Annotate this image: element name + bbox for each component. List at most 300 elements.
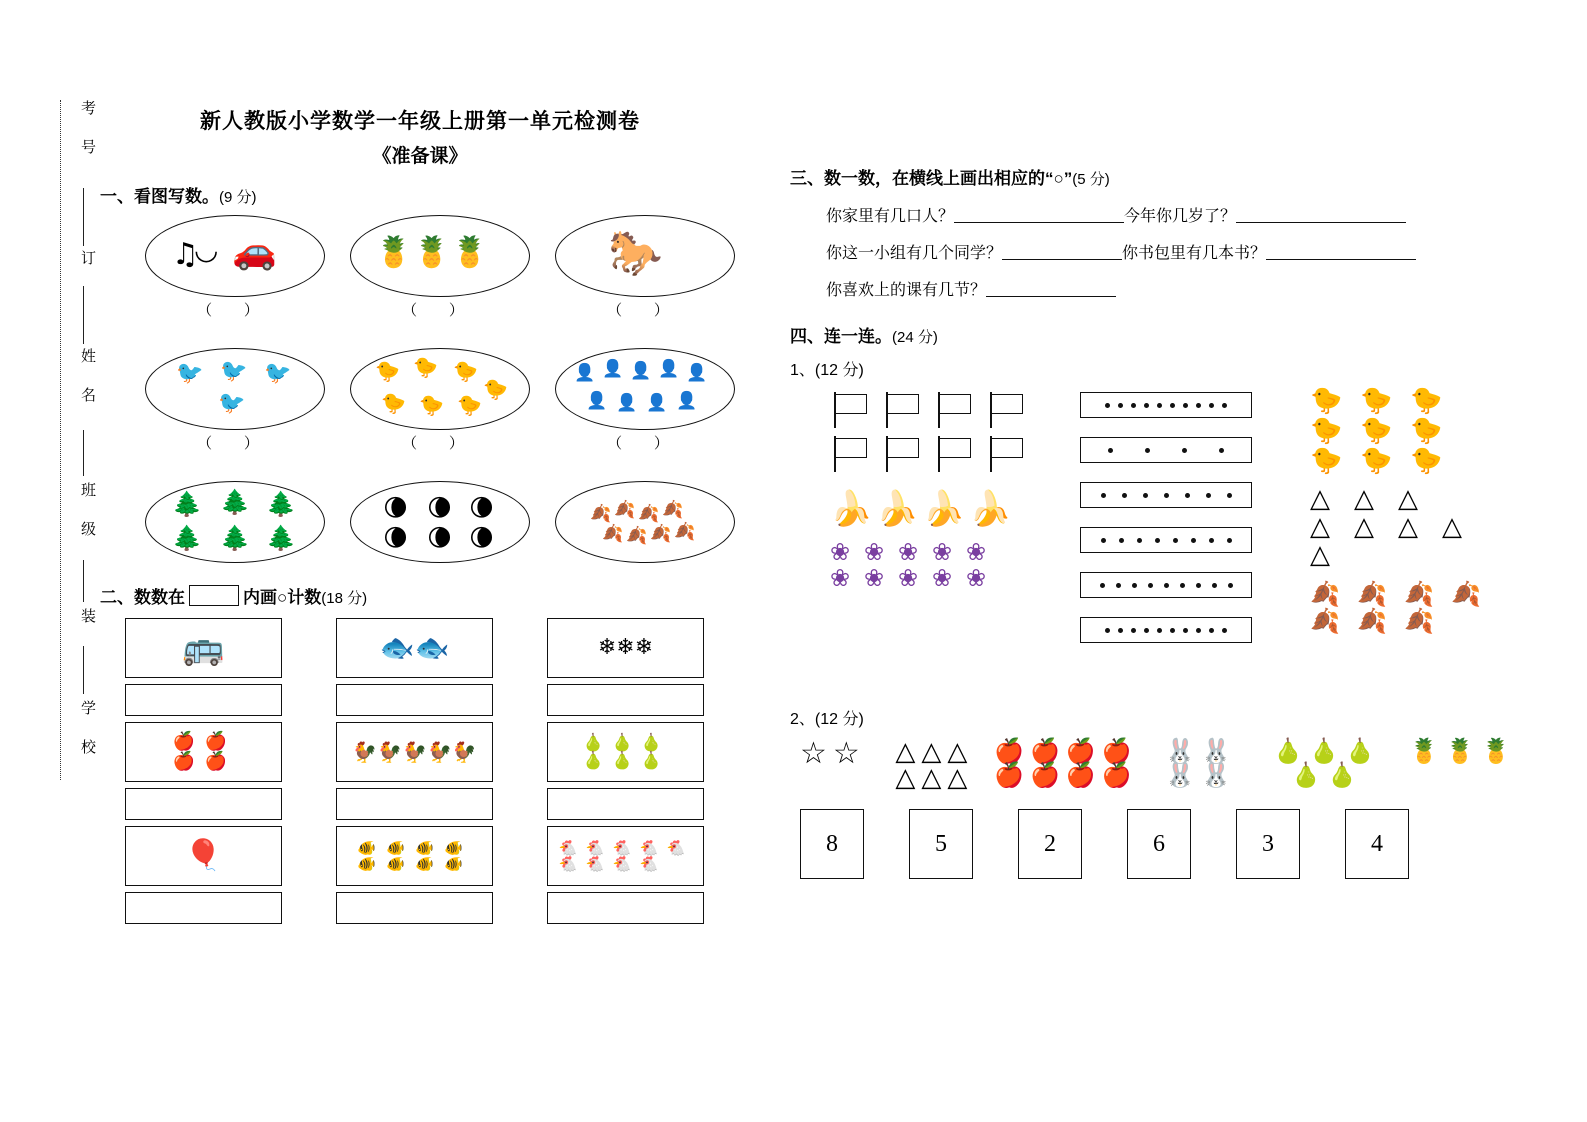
triangle-icon: △ [921, 763, 942, 793]
match1-right-column [1310, 388, 1495, 633]
answer-blank[interactable] [1266, 243, 1416, 260]
triangle-icon: △ [1354, 512, 1374, 542]
section-1-title: 一、看图写数。 [100, 187, 219, 206]
apple-icon: 🍎 [1101, 737, 1132, 765]
triangle-icon: △ [895, 737, 916, 767]
picture-box [125, 722, 282, 782]
chicken-icon: 🐓 [426, 740, 452, 764]
number-box[interactable]: 6 [1127, 809, 1191, 879]
section-4-heading [790, 322, 1510, 347]
dot [1145, 448, 1150, 453]
apple-group[interactable] [994, 737, 1132, 791]
section-3-points: (5 分) [1072, 171, 1110, 188]
flag-icon [986, 434, 1028, 474]
flag-icon [934, 434, 976, 474]
binding-rule-5 [83, 646, 84, 694]
picture-box [336, 618, 493, 678]
pear-group[interactable] [1273, 739, 1375, 791]
flower-icon: ❀ [966, 564, 987, 592]
flower-icon: ❄ [634, 635, 654, 660]
duckling-icon: 🐤 [419, 393, 444, 417]
count-row [125, 722, 740, 820]
count-row [125, 826, 740, 924]
dot [1183, 628, 1188, 633]
number-box[interactable]: 8 [800, 809, 864, 879]
triangle-group[interactable] [1310, 486, 1495, 568]
bus-icon: 🚌 [182, 628, 225, 668]
person-icon: 👤 [574, 363, 596, 383]
dot-bar-7[interactable] [1080, 482, 1252, 508]
banana-icon: 🍌 [830, 489, 873, 529]
star-group[interactable] [800, 736, 860, 791]
pear-icon: 🍐 [582, 750, 604, 771]
count-item-chickens [336, 722, 491, 820]
dot [1182, 448, 1187, 453]
count-item-ducks [547, 826, 702, 924]
section-2-grid [125, 618, 740, 924]
object-row [994, 761, 1132, 789]
answer-box[interactable] [547, 684, 704, 716]
picture-cell-toys [140, 215, 330, 320]
leaf-icon: 🍂 [1404, 580, 1434, 608]
flower-group[interactable] [830, 540, 1032, 590]
fish-icon: 🐠 [386, 838, 405, 857]
binding-rule-4 [83, 560, 84, 602]
answer-box[interactable] [336, 892, 493, 924]
duckling-icon: 🐤 [457, 393, 482, 417]
section-1-heading [100, 182, 740, 207]
pear-icon: 🍐 [611, 750, 633, 771]
leaf-group[interactable] [1310, 582, 1495, 633]
dot [1143, 493, 1148, 498]
count-item-flowers [547, 618, 702, 716]
triangle-group[interactable] [895, 739, 968, 791]
dot [1157, 628, 1162, 633]
fish-icon: 🐠 [415, 838, 434, 857]
moon-icon: 🌘 [469, 494, 495, 522]
section-3-heading [790, 164, 1510, 189]
triangle-icon: △ [921, 737, 942, 767]
toy-spiral-icon: ◡ [194, 233, 219, 266]
ellipse-frame [350, 348, 530, 430]
dot [1170, 403, 1175, 408]
rabbit-icon: 🐰 [1201, 761, 1232, 789]
beet-icon: 🍍 [1480, 737, 1511, 765]
star-icon: ☆ [832, 736, 860, 771]
flag-icon [882, 390, 924, 430]
binding-label-school: 学 校 [79, 700, 95, 758]
fish-icon: 🐠 [444, 854, 463, 873]
triangle-icon: △ [1398, 484, 1418, 514]
dot [1222, 403, 1227, 408]
triangle-icon: △ [1310, 512, 1330, 542]
picture-cell-trees [140, 481, 330, 565]
dot [1157, 403, 1162, 408]
rabbit-group[interactable] [1158, 739, 1238, 791]
seed-icon: 🍂 [662, 500, 684, 520]
part-number: 1、 [790, 362, 815, 379]
answer-parenthesis[interactable]: （ ） [402, 303, 478, 319]
picture-cell-ducklings [345, 348, 535, 453]
dot [1155, 538, 1160, 543]
triangle-icon: △ [947, 763, 968, 793]
count-item-pears [547, 722, 702, 820]
dot [1196, 403, 1201, 408]
section-4-title: 四、连一连。 [790, 327, 892, 346]
answer-box[interactable] [547, 788, 704, 820]
apple-icon: 🍎 [994, 737, 1025, 765]
answer-box[interactable] [125, 788, 282, 820]
section-2-points: (18 分) [321, 590, 368, 607]
answer-parenthesis[interactable]: （ ） [402, 436, 478, 452]
flower-icon: ❀ [932, 538, 953, 566]
question-line-3 [826, 277, 1510, 300]
answer-parenthesis[interactable]: （ ） [197, 303, 273, 319]
duckling-icon: 🐤 [483, 377, 508, 401]
answer-box[interactable] [547, 892, 704, 924]
dot [1209, 628, 1214, 633]
triangle-icon: △ [895, 763, 916, 793]
inline-answer-box[interactable] [189, 585, 239, 606]
pear-icon: 🍐 [611, 732, 633, 753]
flower-icon: ❀ [864, 564, 885, 592]
binding-label-name: 姓 名 [79, 348, 95, 406]
question-text: 你书包里有几本书？ [1122, 245, 1267, 262]
flag-icon [830, 390, 872, 430]
matching-exercise-2 [790, 736, 1511, 979]
person-icon: 👤 [658, 359, 680, 379]
triangle-icon: △ [1310, 540, 1330, 570]
flag-icon [986, 390, 1028, 430]
triangle-icon: △ [1354, 484, 1374, 514]
picture-box [336, 826, 493, 886]
chick-group[interactable] [1310, 388, 1495, 474]
flower-icon: ❄ [597, 635, 617, 660]
answer-box[interactable] [125, 684, 282, 716]
balloons-icon: 🎈 [184, 838, 223, 873]
star-icon: ☆ [800, 736, 827, 771]
leaf-icon: 🍂 [1451, 580, 1481, 608]
tree-icon: 🌲 [220, 524, 250, 552]
bird-icon: 🐦 [220, 359, 248, 384]
duck-icon: 🐔 [558, 838, 578, 857]
fish-icon: 🐠 [386, 854, 405, 873]
binding-label-staple-1: 订 [79, 250, 95, 269]
answer-box[interactable] [336, 788, 493, 820]
binding-rule-2 [83, 286, 84, 344]
tree-icon: 🌲 [172, 490, 202, 518]
apple-icon: 🍎 [1101, 761, 1132, 789]
chick-icon: 🐤 [1410, 416, 1443, 446]
answer-blank[interactable] [986, 280, 1116, 297]
apple-icon: 🍎 [994, 761, 1025, 789]
chick-icon: 🐤 [1410, 386, 1443, 416]
duck-icon: 🐔 [612, 838, 632, 857]
dot [1191, 538, 1196, 543]
question-text: 你家里有几口人？ [826, 208, 955, 225]
section-1-points: (9 分) [219, 189, 257, 206]
section-4-points: (24 分) [892, 329, 938, 346]
triangle-icon: △ [1398, 512, 1418, 542]
chick-icon: 🐤 [1310, 446, 1343, 476]
flower-icon: ❄ [616, 635, 635, 660]
answer-parenthesis[interactable]: （ ） [607, 436, 683, 452]
object-row [895, 739, 968, 765]
section-2-title-post: 内画○计数 [243, 588, 322, 607]
binding-label-staple-2: 装 [79, 608, 95, 627]
apple-icon: 🍎 [204, 751, 227, 772]
dot [1164, 493, 1169, 498]
donkey-icon: 🐎 [608, 228, 663, 279]
object-row [1410, 739, 1510, 763]
banana-group[interactable] [830, 489, 1032, 529]
duckling-icon: 🐤 [453, 359, 478, 383]
chicken-icon: 🐓 [352, 740, 378, 764]
answer-blank[interactable] [954, 206, 1124, 223]
pear-icon: 🍐 [640, 732, 662, 753]
picture-box [547, 722, 704, 782]
answer-parenthesis[interactable]: （ ） [197, 436, 273, 452]
leaf-icon: 🍂 [1310, 607, 1340, 635]
flag-icon [830, 434, 872, 474]
fish-icon: 🐠 [444, 838, 463, 857]
count-row [125, 618, 740, 716]
chicken-icon: 🐓 [451, 740, 477, 764]
seed-icon: 🍂 [614, 500, 636, 520]
toy-trumpet-icon: ♫ [172, 237, 199, 272]
dot [1227, 538, 1232, 543]
section-4-part-2-label [790, 706, 1510, 729]
moon-icon: 🌘 [427, 524, 453, 552]
rabbit-icon: 🐰 [1165, 761, 1196, 789]
dot [1119, 538, 1124, 543]
beet-icon: 🍍 [1445, 737, 1475, 765]
flower-icon: ❀ [898, 538, 919, 566]
triangle-icon: △ [947, 737, 968, 767]
dot [1132, 583, 1137, 588]
object-row [800, 736, 860, 771]
leaf-icon: 🍂 [1404, 607, 1434, 635]
apple-icon: 🍎 [204, 731, 227, 752]
duck-icon: 🐔 [612, 854, 632, 873]
number-box[interactable]: 5 [909, 809, 973, 879]
ellipse-frame [555, 348, 735, 430]
dot [1206, 493, 1211, 498]
binding-strip [60, 100, 97, 780]
leaf-icon: 🍂 [1310, 580, 1340, 608]
object-row [1158, 739, 1238, 763]
tree-icon: 🌲 [266, 524, 296, 552]
apple-icon: 🍎 [1030, 737, 1060, 765]
duckling-icon: 🐤 [413, 355, 438, 379]
seed-icon: 🍂 [626, 526, 648, 546]
dot [1108, 448, 1113, 453]
fish-icon: 🐟 [379, 631, 415, 664]
dot [1209, 403, 1214, 408]
dot [1100, 583, 1105, 588]
dot [1131, 403, 1136, 408]
count-item-apples [125, 722, 280, 820]
dot [1212, 583, 1217, 588]
picture-row [140, 481, 740, 565]
flower-icon: ❀ [966, 538, 987, 566]
beet-group[interactable] [1410, 739, 1510, 791]
apple-icon: 🍎 [1030, 761, 1060, 789]
dot [1131, 628, 1136, 633]
seed-icon: 🍂 [638, 504, 660, 524]
page-title: 新人教版小学数学一年级上册第一单元检测卷 [200, 109, 640, 133]
triangle-icon: △ [1310, 484, 1330, 514]
moon-icon: 🌘 [469, 524, 495, 552]
chick-icon: 🐤 [1410, 446, 1443, 476]
object-row [1273, 763, 1375, 787]
tree-icon: 🌲 [172, 524, 202, 552]
flag-icon [882, 434, 924, 474]
duckling-icon: 🐤 [375, 359, 400, 383]
pineapple-icon: 🍍 [451, 235, 489, 270]
pear-icon: 🍐 [1291, 761, 1322, 789]
picture-cell-pineapples [345, 215, 535, 320]
answer-blank[interactable] [1236, 206, 1406, 223]
picture-cell-donkey [550, 215, 740, 320]
rabbit-icon: 🐰 [1165, 737, 1196, 765]
seed-icon: 🍂 [602, 524, 624, 544]
ellipse-frame [145, 215, 325, 297]
apple-icon: 🍎 [172, 751, 195, 772]
dot [1148, 583, 1153, 588]
leaf-icon: 🍂 [1357, 580, 1387, 608]
moon-icon: 🌘 [383, 494, 409, 522]
picture-cell-birds [140, 348, 330, 453]
dot [1144, 628, 1149, 633]
pear-icon: 🍐 [1327, 761, 1358, 789]
dot [1137, 538, 1142, 543]
toy-car-icon: 🚗 [232, 231, 277, 272]
moon-icon: 🌘 [383, 524, 409, 552]
answer-parenthesis[interactable]: （ ） [607, 303, 683, 319]
section-1-picture-grid [100, 215, 740, 565]
number-box[interactable]: 4 [1345, 809, 1409, 879]
number-box[interactable]: 3 [1236, 809, 1300, 879]
chicken-icon: 🐓 [402, 740, 427, 764]
answer-box[interactable] [336, 684, 493, 716]
flag-group[interactable] [830, 390, 1032, 474]
part-points: (12 分) [814, 362, 864, 379]
dot-bar-10b[interactable] [1080, 617, 1252, 643]
number-box-row [800, 809, 1510, 879]
fish-icon: 🐠 [357, 854, 376, 873]
picture-row [140, 348, 740, 453]
picture-row [140, 215, 740, 320]
dot [1228, 583, 1233, 588]
banana-icon: 🍌 [876, 489, 919, 529]
ellipse-frame [350, 215, 530, 297]
person-icon: 👤 [676, 391, 698, 411]
dot-bar-10[interactable] [1080, 392, 1252, 418]
person-icon: 👤 [586, 391, 608, 411]
dot-bar-4[interactable] [1080, 437, 1252, 463]
person-icon: 👤 [616, 393, 638, 413]
person-icon: 👤 [686, 363, 708, 383]
picture-cell-moons [345, 481, 535, 565]
chicken-icon: 🐓 [377, 740, 403, 764]
apple-icon: 🍎 [1065, 761, 1096, 789]
dot [1164, 583, 1169, 588]
dot [1144, 403, 1149, 408]
dot [1173, 538, 1178, 543]
dot [1183, 403, 1188, 408]
dot [1222, 628, 1227, 633]
apple-icon: 🍎 [1065, 737, 1096, 765]
count-item-small-fish [336, 826, 491, 924]
duck-icon: 🐔 [585, 838, 605, 857]
object-row [1273, 739, 1375, 763]
ellipse-frame [350, 481, 530, 563]
flower-icon: ❀ [864, 538, 885, 566]
ellipse-frame [145, 348, 325, 430]
binding-label-class: 班 级 [79, 482, 95, 540]
fish-icon: 🐟 [414, 631, 450, 664]
pear-icon: 🍐 [1273, 737, 1304, 765]
banana-icon: 🍌 [969, 489, 1012, 529]
picture-cell-seeds [550, 481, 740, 565]
binding-rule-3 [83, 430, 84, 476]
dot-bar-8[interactable] [1080, 527, 1252, 553]
duck-icon: 🐔 [639, 854, 659, 873]
ellipse-frame [145, 481, 325, 563]
right-column [790, 150, 1510, 979]
flower-icon: ❀ [932, 564, 953, 592]
beet-icon: 🍍 [1409, 737, 1440, 765]
chick-icon: 🐤 [1310, 386, 1343, 416]
dot [1101, 493, 1106, 498]
binding-rule-1 [83, 188, 84, 246]
pear-icon: 🍐 [1309, 737, 1340, 765]
person-icon: 👤 [630, 361, 652, 381]
ellipse-frame [555, 481, 735, 563]
fish-icon: 🐠 [415, 854, 434, 873]
flower-icon: ❀ [830, 564, 851, 592]
number-box[interactable]: 2 [1018, 809, 1082, 879]
bird-icon: 🐦 [176, 361, 204, 386]
tree-icon: 🌲 [220, 488, 250, 516]
chick-icon: 🐤 [1310, 416, 1343, 446]
duck-icon: 🐔 [666, 838, 686, 857]
duckling-icon: 🐤 [381, 391, 406, 415]
dot-bar-9[interactable] [1080, 572, 1252, 598]
duck-icon: 🐔 [585, 854, 605, 873]
bird-icon: 🐦 [264, 361, 292, 386]
dot [1219, 448, 1224, 453]
answer-blank[interactable] [1002, 243, 1122, 260]
flag-icon [934, 390, 976, 430]
section-2-title-pre: 二、数数在 [100, 588, 185, 607]
section-2-heading [100, 583, 740, 608]
rabbit-icon: 🐰 [1201, 737, 1232, 765]
dot [1209, 538, 1214, 543]
pineapple-icon: 🍍 [413, 235, 451, 270]
dot [1185, 493, 1190, 498]
dot [1180, 583, 1185, 588]
dot [1196, 628, 1201, 633]
dot [1116, 583, 1121, 588]
pineapple-icon: 🍍 [375, 235, 413, 270]
question-text: 你喜欢上的课有几节？ [826, 282, 987, 299]
count-item-balloons [125, 826, 280, 924]
triangle-icon: △ [1442, 512, 1462, 542]
answer-box[interactable] [125, 892, 282, 924]
moon-icon: 🌘 [427, 494, 453, 522]
